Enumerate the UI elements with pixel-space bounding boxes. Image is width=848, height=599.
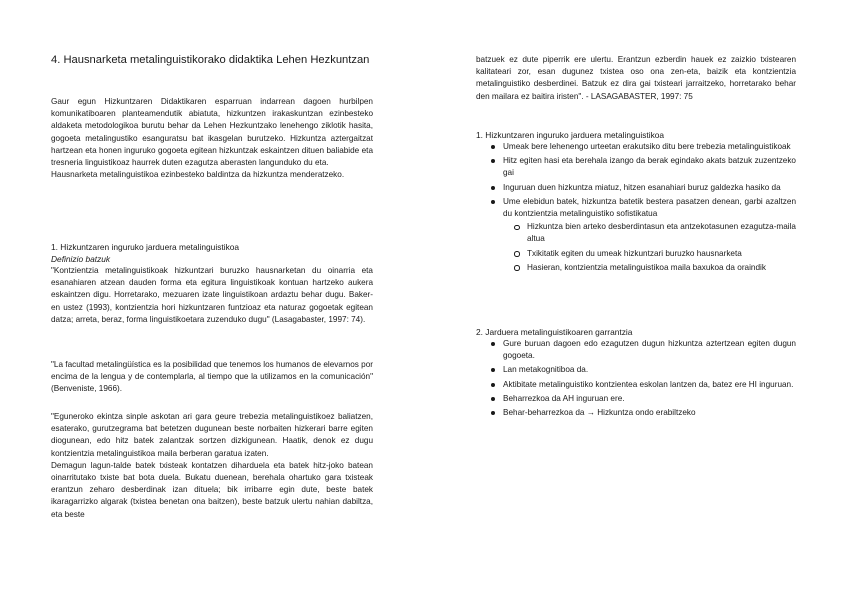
list-item: Inguruan duen hizkuntza miatuz, hitzen esanahiari buruz galdezka hasiko da [476,182,796,194]
sub-list-item: Txikitatik egiten du umeak hizkuntzari buruzko hausnarketa [503,248,796,260]
section-1-list [476,141,796,274]
list-item: Gure buruan dagoen edo ezagutzen dugun hizkuntza aztertzean egiten dugun gogoeta. [476,338,796,362]
section-1 [476,129,796,274]
quote-continuation-block [476,54,796,103]
section-2-list [476,338,796,419]
section-1-heading: 1. Hizkuntzaren inguruko jarduera metalinguistikoa [476,130,665,140]
sub-list-item: Hizkuntza bien arteko desberdintasun eta antzekotasunen ezagutza-maila altua [503,221,796,245]
intro-paragraph: Gaur egun Hizkuntzaren Didaktikaren esparruan indarrean dagoen hurbilpen komunikatiboaren planteamendutik abiatuta, hizkuntzen irakaskuntzan ezinbesteko aldaketa metodologikoa burutu behar da Lehen Hezkuntzako lenehengo ziklotik hasita, gogoeta metalingustiko esanguratsu bat ikasgelan burutzeko. Hizkuntza aztergaitzat hartzean eta honen inguruko gogoeta egitean hizkuntzak eskaintzen dituen baliabide eta tresneria linguistikoaz haurrek duten ezagutza aberasten langunduko du eta. [51,97,373,168]
section-2 [476,326,796,419]
quote-benveniste-block [51,359,373,396]
intro-block [51,96,373,181]
quote-eguneroko-block [51,411,373,521]
list-item: Beharrezkoa da AH inguruan ere. [476,393,796,405]
quote-eguneroko: "Eguneroko ekintza sinple askotan ari gara geure trebezia metalinguistikoez baliatzen, esaterako, gurutzegrama bat betetzen dugunean beste norbaiten hizkerari barre egiten diogunean, edo hitz batek zalantzak sortzen dizkigunean. Haatik, denok ez dugu kontzientzia metalinguistikoa maila berberan garatua izaten. [51,412,373,458]
definition-heading: Definizio batzuk [51,254,111,264]
list-item-text: Ume elebidun batek, hizkuntza batetik bestera pasatzen denean, garbi azaltzen du kontzientzia metalinguistiko sofistikatua [503,196,796,219]
list-item: Behar-beharrezkoa da → Hizkuntza ondo erabiltzeko [476,407,796,419]
intro-paragraph-2: Hausnarketa metalinguistikoa ezinbesteko baldintza da hizkuntza menderatzeko. [51,170,345,180]
definitions-section [51,241,373,326]
list-item: Lan metakognitiboa da. [476,364,796,376]
quote-continuation: batzuek ez dute piperrik ere ulertu. Erantzun ezberdin hauek ez zaizkio txistearen kalitateari zor, esan dugunez txistea oso ona zen-eta, baizik eta kontzientzia metalinguistiko desberdinei. Batzuk ez dira gai txisteari jarraitzeko, horretarako behar den mailara ez baitira iristen". - LASAGABASTER, 1997: 75 [476,55,796,101]
quote-demagun: Demagun lagun-talde batek txisteak kontatzen diharduela eta batek hitz-joko batean oinarritutako txiste bat bota duela. Bukatu duenean, berehala ohartuko gara txisteak erantzun zeharo desberdinak izan dituela; bik irribarre egin dute, beste batek ikaragarrizko algarak (txistea benetan ona baitzen), beste batzuk ulertu nahian dabiltza, eta beste [51,460,373,519]
quote-lasagabaster: "Kontzientzia metalinguistikoak hizkuntzari buruzko hausnarketan du oinarria eta esanahiaren atzean dauden forma eta egitura linguistikoak kontuan hartzeko aukera eskaintzen digu. Horretarako, mezuaren izate linguistikoan ardaztu behar dugu. Baker-en ustez (1993), kontzientzia hori hizkuntzaren funtzioaz eta naturaz gogoetak egitean datza; arreta, beraz, forma linguistikoetara zuzenduko dugu" (Lasagabaster, 1997: 74). [51,266,373,324]
quote-benveniste: "La facultad metalingüística es la posibilidad que tenemos los humanos de elevarnos por encima de la lengua y de contemplarla, al tiempo que la utilizamos en la comunicación" (Benveniste, 1966). [51,360,373,394]
sub-list [503,221,796,274]
sub-list-item: Hasieran, kontzientzia metalinguistikoa maila baxukoa da oraindik [503,262,796,274]
list-item: Umeak bere lehenengo urteetan erakutsiko ditu bere trebezia metalinguistikoak [476,141,796,153]
list-item: Aktibitate metalinguistiko kontzientea eskolan lantzen da, batez ere HI inguruan. [476,379,796,391]
list-item: Hitz egiten hasi eta berehala izango da berak egindako akats batzuk zuzentzeko gai [476,155,796,179]
section-heading: 1. Hizkuntzaren inguruko jarduera metalinguistikoa [51,242,240,252]
list-item-with-subitems [476,196,796,274]
section-2-heading: 2. Jarduera metalinguistikoaren garrantzia [476,327,633,337]
page-title: 4. Hausnarketa metalinguistikorako didaktika Lehen Hezkuntzan [51,54,370,66]
